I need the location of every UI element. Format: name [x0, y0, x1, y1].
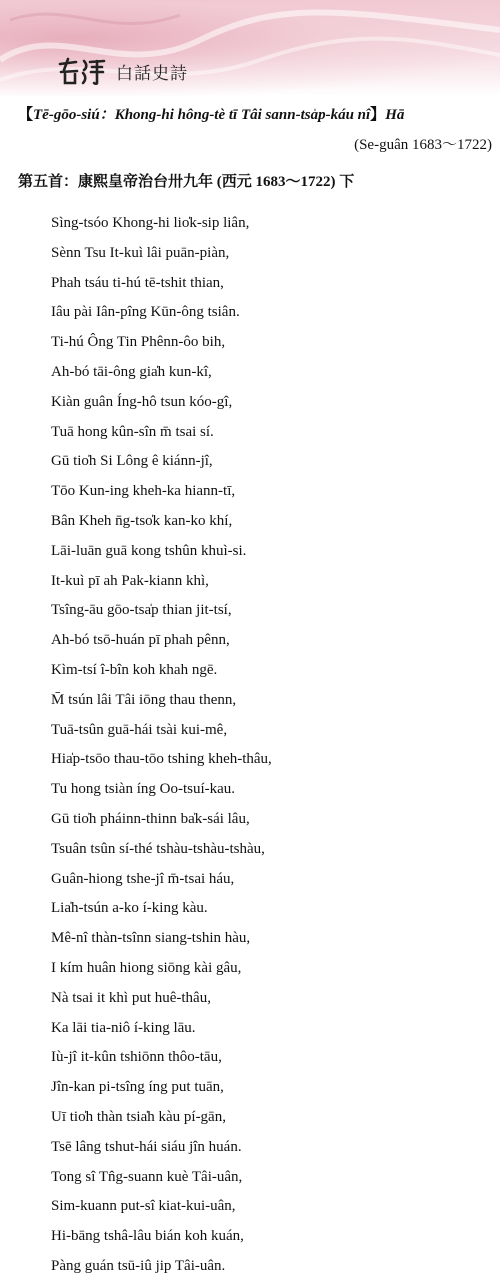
header-banner [0, 0, 500, 96]
poem-line: Tsuân tsûn sí-thé tshàu-tshàu-tshàu, [51, 840, 265, 857]
poem-line: Tuā hong kûn-sîn m̄ tsai sí. [51, 423, 214, 440]
poem-line: Kìm-tsí î-bîn koh khah ngē. [51, 661, 218, 678]
title-part-2: Khong-hi hông-tè tī Tâi sann-tsa̍p-káu nî [114, 107, 371, 123]
title-close-bracket: 】 [370, 105, 386, 123]
poem-line: Ti-hú Ông Tin Phênn-ôo bih, [51, 334, 226, 351]
poem-line: Iù-jî it-kûn tshiōnn thôo-tāu, [51, 1049, 222, 1066]
poem-line: Guân-hiong tshe-jî m̄-tsai háu, [51, 870, 235, 887]
author-line: (Se-guân 1683～1722) [354, 137, 492, 153]
poem-line: M̄ tsún lâi Tâi iōng thau thenn, [51, 691, 237, 708]
poem-line: Ka lāi tia-niô í-king lāu. [51, 1019, 196, 1036]
poem-line: Tong sî Tn̂g-suann kuè Tâi-uân, [51, 1168, 243, 1185]
title-open-bracket: 【 [18, 105, 34, 123]
poem-line: I kím huân hiong siōng kài gâu, [51, 959, 242, 976]
subtitle-years: (西元 1683～1722) [216, 174, 336, 190]
poem-line: Uī tio̍h thàn tsia̍h kàu pí-gān, [51, 1108, 226, 1125]
poem-line: Hi-bāng tshâ-lâu bián koh kuán, [51, 1228, 244, 1245]
poem-line: Mê-nî thàn-tsînn siang-tshin hàu, [51, 930, 251, 947]
poem-line: Gū tio̍h pháinn-thinn ba̍k-sái lâu, [51, 810, 250, 827]
poem-line: Bân Kheh n̄g-tso̍k kan-ko khí, [51, 512, 233, 529]
poem-line: Jîn-kan pi-tsîng íng put tuān, [51, 1079, 224, 1096]
title-part-3: Hā [385, 107, 405, 123]
poem-line: Tu hong tsiàn íng Oo-tsuí-kau. [51, 781, 236, 798]
subtitle-suffix: 下 [339, 172, 355, 190]
poem-line: Gū tio̍h Si Lông ê kiánn-jî, [51, 453, 213, 470]
poem-line: Iâu pài Iân-pîng Kūn-ông tsiân. [51, 304, 240, 321]
poem-line: Tsîng-āu gōo-tsa̍p thian jit-tsí, [51, 602, 232, 619]
subtitle-cjk: 第五首：康熙皇帝治台卅九年 [18, 172, 214, 190]
page-title [18, 103, 492, 124]
title-part-1: Tē-gōo-siú： [33, 107, 115, 123]
poem-line: Ah-bó tsō-huán pī phah pênn, [51, 632, 230, 649]
poem-line: Lāi-luān guā kong tshûn khuì-si. [51, 542, 247, 559]
poem-line: Kiàn guân Íng-hô tsun kóo-gî, [51, 393, 233, 410]
poem-line: It-kuì pī ah Pak-kiann khì, [51, 572, 209, 589]
poem-line: Sènn Tsu It-kuì lâi puān-piàn, [51, 244, 230, 261]
section-subtitle [18, 170, 354, 191]
site-logo[interactable] [56, 56, 188, 86]
poem-line: Sìng-tsóo Khong-hi lio̍k-sip liân, [51, 215, 250, 231]
poem-line: Tōo Kun-ing kheh-ka hiann-tī, [51, 483, 236, 500]
poem-line: Phah tsáu ti-hú tē-tshit thian, [51, 274, 224, 291]
poem-line: Nà tsai it khì put huê-thâu, [51, 989, 211, 1006]
logo-text: 白話史詩 [116, 63, 188, 84]
poem-body [51, 213, 491, 1286]
poem-line: Tsē lâng tshut-hái siáu jîn huán. [51, 1138, 242, 1155]
poem-line: Pàng guán tsū-iû jip Tâi-uân. [51, 1257, 226, 1274]
poem-line: Sim-kuann put-sî kiat-kui-uân, [51, 1198, 236, 1215]
poem-line: Ah-bó tāi-ông gia̍h kun-kî, [51, 363, 212, 380]
taiwan-calligraphy-logo-icon [56, 56, 108, 86]
poem-line: Lia̍h-tsún a-ko í-king kàu. [51, 900, 208, 917]
poem-line: Hia̍p-tsōo thau-tōo tshing kheh-thâu, [51, 751, 272, 768]
poem-line: Tuā-tsûn guā-hái tsài kui-mê, [51, 721, 228, 738]
